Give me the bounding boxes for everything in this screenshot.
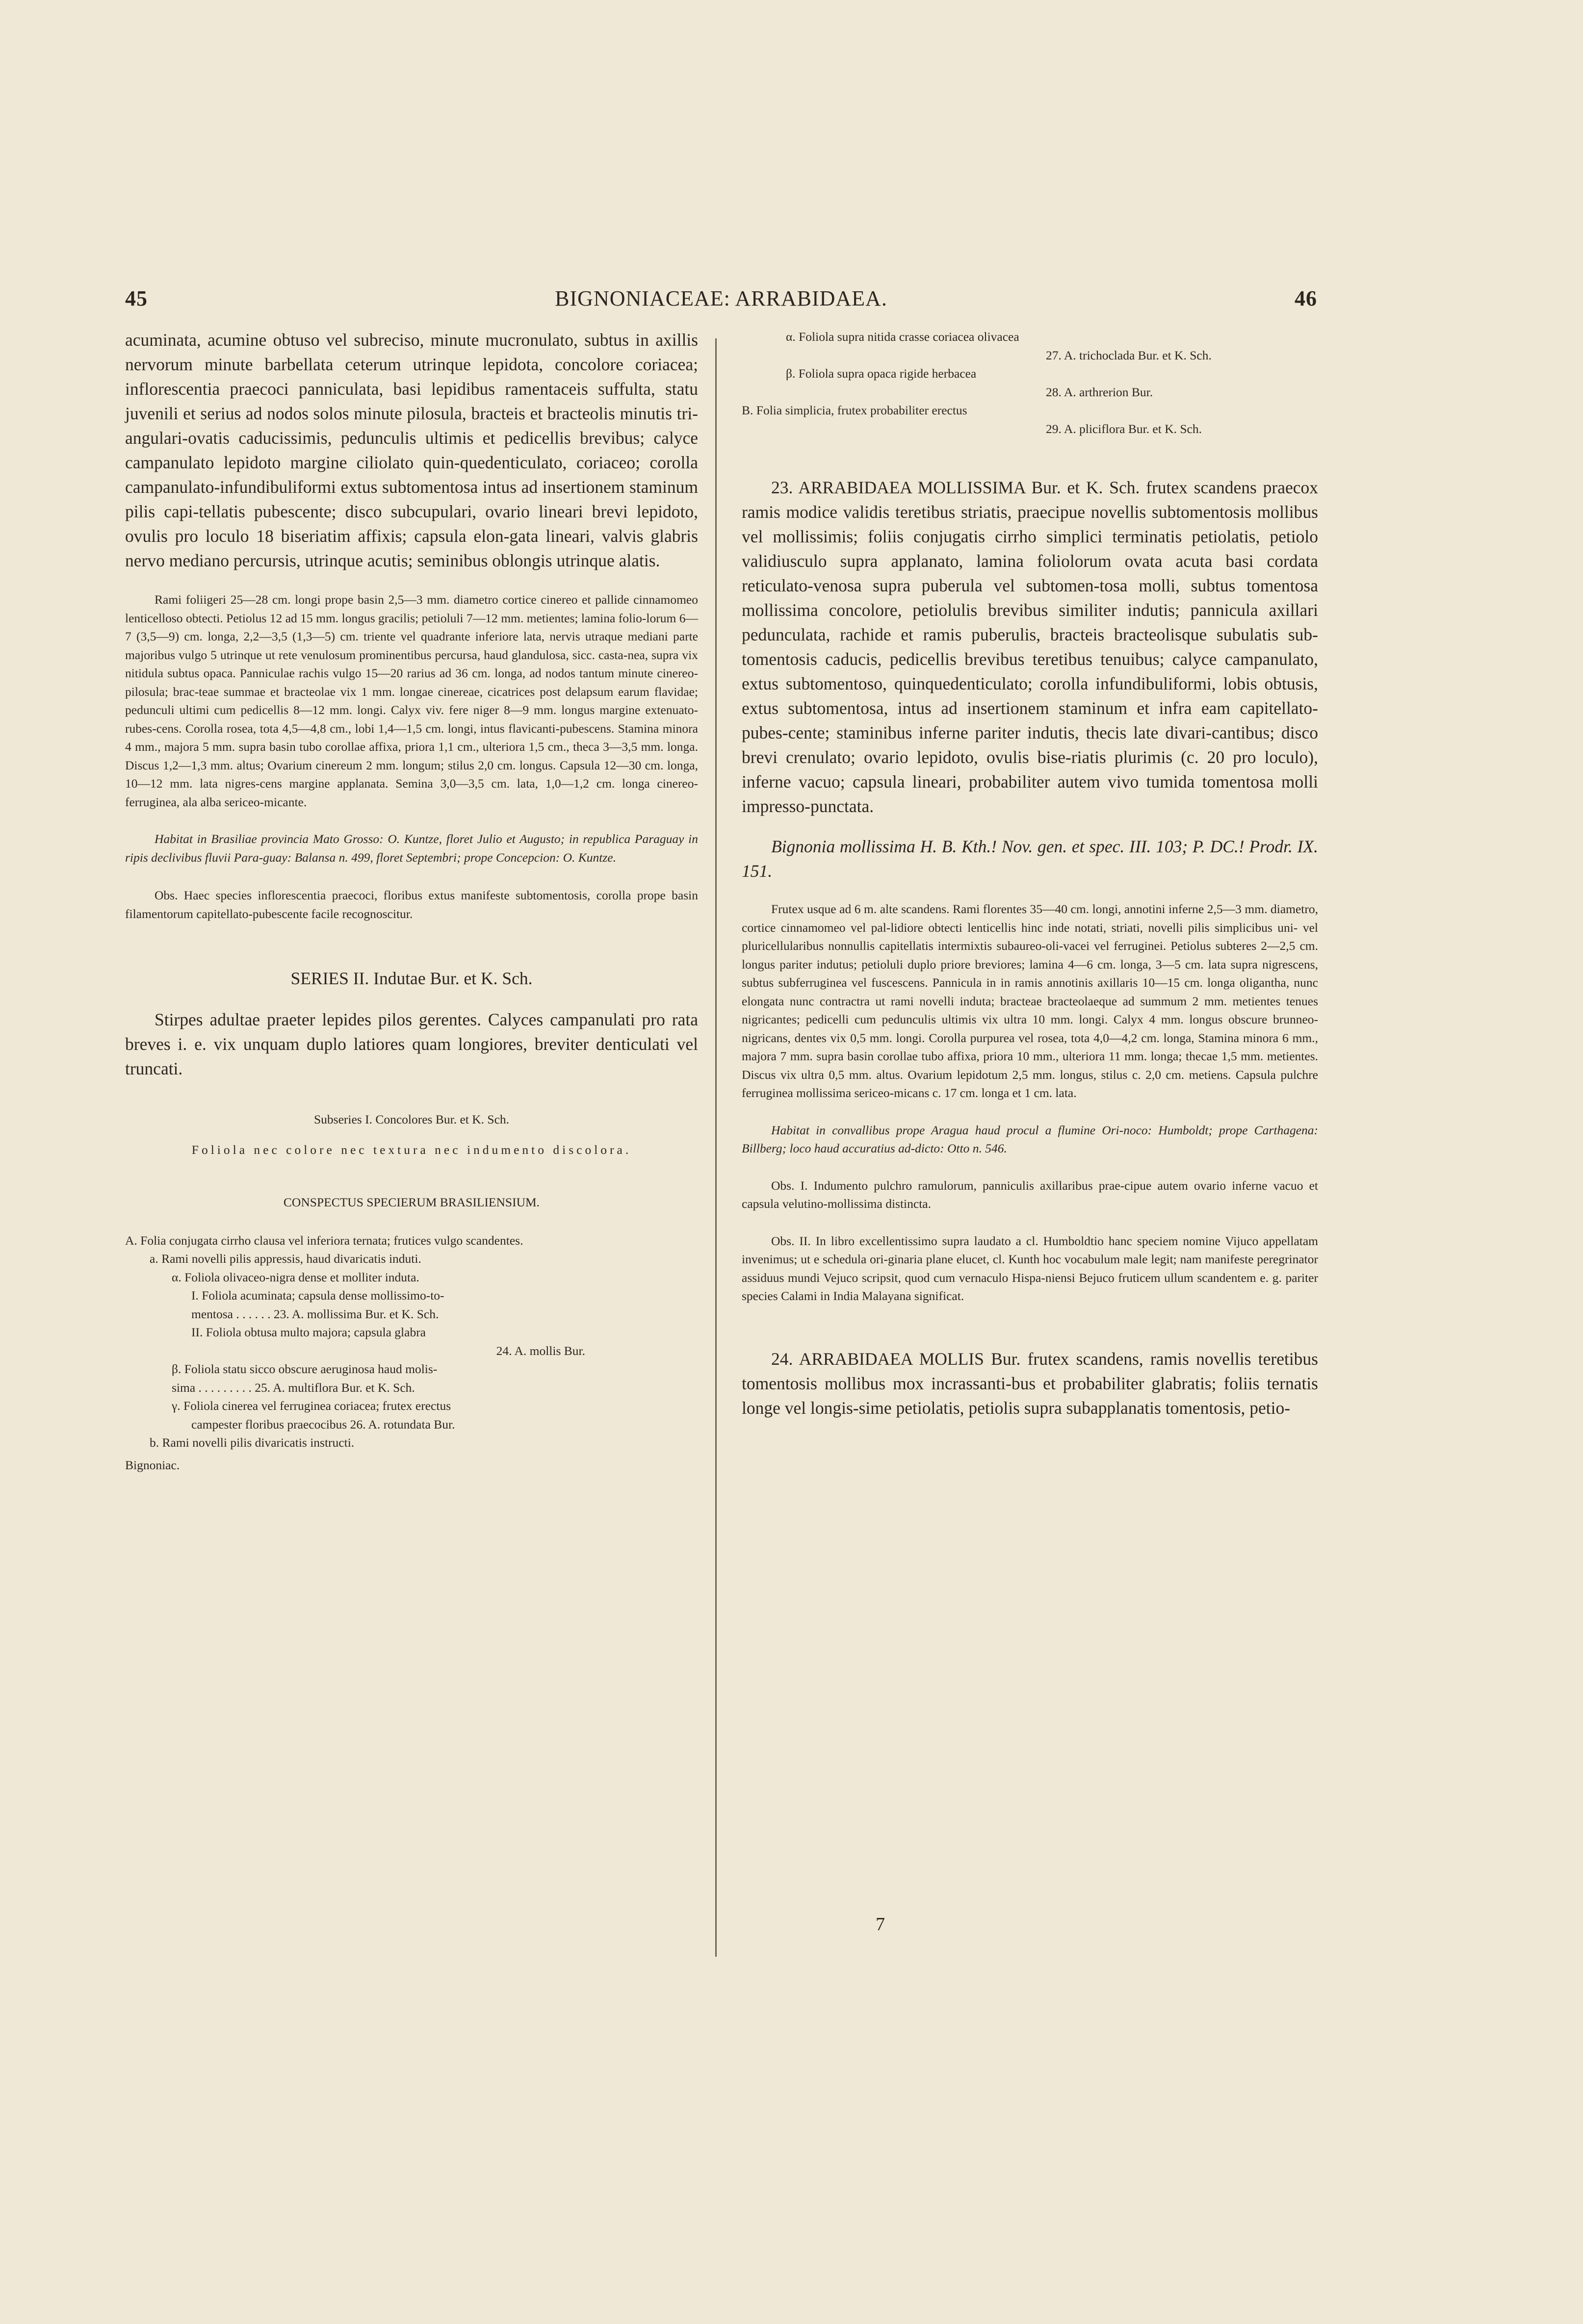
- page-header: [125, 286, 1317, 315]
- key-line: γ. Foliola cinerea vel ferruginea coriacea; frutex erectus: [172, 1399, 451, 1413]
- left-column: [125, 328, 698, 1474]
- column-divider: [715, 338, 717, 1957]
- synonymy-paragraph: Bignonia mollissima H. B. Kth.! Nov. gen. et spec. III. 103; P. DC.! Prodr. IX. 151.: [742, 837, 1318, 881]
- series-heading: SERIES II. Indutae Bur. et K. Sch.: [290, 969, 533, 988]
- observation-paragraph: Obs. Haec species inflorescentia praecoci, floribus extus manifeste subtomentosis, corolla prope basin filamentorum capitellato-pubescente facile recognoscitur.: [125, 888, 698, 921]
- species-24-description: 24. ARRABIDAEA MOLLIS Bur. frutex scandens, ramis novellis teretibus tomentosis mollibus mox incrassanti-bus et probabiliter glabratis; foliis ternatis longe vel longis-sime petiolatis, petiolis supra subapplanatis tomentosis, petio-: [742, 1349, 1318, 1418]
- species-key: [125, 1231, 698, 1475]
- species-23-obs-2: Obs. II. In libro excellentissimo supra laudato a cl. Humboldtio hanc speciem nomine Vijuco appellatam invenimus; ut e schedula ori-ginaria plane elucet, cl. Kunth hoc vocabulum male legit; nam manifeste peregrinator assiduus mundi Vejuco scripsit, quod cum vernaculo Hispa-niensi Bejuco fruticem ullum scandentem e. g. pariter species Calami in India Malayana significat.: [742, 1233, 1318, 1303]
- key-line: 28. A. arthrerion Bur.: [1046, 384, 1153, 399]
- key-line: campester floribus praecocibus 26. A. rotundata Bur.: [191, 1417, 455, 1431]
- key-line: sima . . . . . . . . . 25. A. multiflora Bur. et K. Sch.: [172, 1380, 415, 1395]
- key-line: 24. A. mollis Bur.: [496, 1343, 585, 1358]
- species-23-habitat: Habitat in convallibus prope Aragua haud procul a flumine Ori-noco: Humboldt; prope Carthagena: Billberg; loco haud accuratius ad-dicto: Otto n. 546.: [742, 1123, 1318, 1155]
- key-line: B. Folia simplicia, frutex probabiliter erectus: [742, 403, 967, 417]
- species-23-description: 23. ARRABIDAEA MOLLISSIMA Bur. et K. Sch. frutex scandens praecox ramis modice validis teretibus striatis, praecipue novellis subtomentosis mollibus vel mollissimis; foliis conjugatis cirrho simplici terminatis petiolatis, petiolo validiusculo supra applanato, lamina foliolorum ovata acuta basi cordata reticulato-venosa supra puberula vel subtomen-tosa molli, subtus tomentosa mollissima concolore, petiolulis brevibus similiter indutis; pannicula axillari pedunculata, rachide et ramis puberulis, bracteis bracteolisque subulatis sub-tomentosis caducis, pedicellis brevibus teretibus tenuibus; calyce campanulato, extus subtomentoso, quinquedenticulato; corolla infundibuliformi, lobis obtusis, extus subtomentosa, intus ad insertionem staminum et infra eam capitellato-pubes-cente; staminibus inferne pariter indutis, thecis late divari-cantibus; disco brevi crenulato; ovario lepidoto, ovulis bise-riatis plurimis (c. 20 pro loculo), inferne vacuo; capsula lineari, probabiliter autem vivo tumida tomentosa molli impresso-punctata.: [742, 478, 1318, 816]
- key-line: a. Rami novelli pilis appressis, haud divaricatis induti.: [150, 1251, 421, 1266]
- habitat-paragraph: Habitat in Brasiliae provincia Mato Grosso: O. Kuntze, floret Julio et Augusto; in republica Paraguay in ripis declivibus fluvii Para-guay: Balansa n. 499, floret Septembri; prope Concepcion: O. Kuntze.: [125, 832, 698, 865]
- key-line: b. Rami novelli pilis divaricatis instructi.: [150, 1435, 355, 1450]
- conspectus-heading: CONSPECTUS SPECIERUM BRASILIENSIUM.: [283, 1195, 540, 1209]
- species-23-obs-1: Obs. I. Indumento pulchro ramulorum, panniculis axillaribus prae-cipue autem ovario inferne vacuo et capsula velutino-mollissima distincta.: [742, 1178, 1318, 1211]
- subseries-description: Foliola nec colore nec textura nec indumento discolora.: [191, 1142, 632, 1157]
- right-column: [742, 328, 1318, 1420]
- signature-mark: Bignoniac.: [125, 1457, 180, 1472]
- key-line: I. Foliola acuminata; capsula dense mollissimo-to-: [191, 1288, 444, 1302]
- page-number-left: 45: [125, 286, 148, 310]
- species-key-continued: [742, 328, 1318, 438]
- subseries-heading: Subseries I. Concolores Bur. et K. Sch.: [313, 1112, 510, 1126]
- running-title: BIGNONIACEAE: ARRABIDAEA.: [555, 286, 887, 310]
- key-line: 29. A. pliciflora Bur. et K. Sch.: [1046, 421, 1202, 436]
- key-line: α. Foliola olivaceo-nigra dense et molliter induta.: [172, 1270, 419, 1284]
- key-line: α. Foliola supra nitida crasse coriacea olivacea: [786, 330, 1019, 344]
- key-line: β. Foliola supra opaca rigide herbacea: [786, 366, 977, 381]
- species-23-measurements: Frutex usque ad 6 m. alte scandens. Rami florentes 35—40 cm. longi, annotini inferne 2,5—3 mm. diametro, cortice cinnamomeo vel pal-lidiore obtecti lenticellis hinc inde notati, striati, novelli pilis simplicibus uni- vel pluricellularibus nonnullis capitellatis intermixtis subaureo-oli-vacei vel ferruginei. Petiolus subteres 2—2,5 cm. longus pariter indutus; petioluli duplo priore breviores; lamina 4—6 cm. longa, 3—5 cm. lata supra nigrescens, subtus subferruginea vel fuscescens. Pannicula in in ramis annotinis axillaris 10—15 cm. longa oligantha, nunc elongata nunc contractra ut rami novelli induta; bracteae bracteolaeque ad summum 2 mm. metientes tenues nigricantes; pedicelli cum pedunculis ultimis vix ultra 10 mm. longi. Calyx 4 mm. longus obscure brunneo-nigricans, dentes vix 0,5 mm. longi. Corolla purpurea vel rosea, tota 4,0—4,2 cm. longa, Stamina minora 6 mm., majora 7 mm. supra basin corollae tubo affixa, priora 10 mm., ulteriora 11 mm. longa; thecae 1,5 mm. metientes. Discus vix ultra 0,5 mm. altus. Ovarium lepidotum 2,5 mm. longus, stilus c. 2,0 cm. metiens. Capsula pulchre ferruginea mollissima sericeo-micans c. 17 cm. longa et 1 cm. lata.: [742, 902, 1318, 1100]
- key-line: II. Foliola obtusa multo majora; capsula glabra: [191, 1325, 426, 1339]
- page-number-right: 46: [1295, 286, 1317, 310]
- description-continued: acuminata, acumine obtuso vel subreciso, minute mucronulato, subtus in axillis nervorum minute barbellata ceterum utrinque lepidota, concolore coriacea; inflorescentia praecoci panniculata, basi lepidibus ramentaceis suffulta, statu juvenili et serius ad nodos solos minute pilosula, bracteis et bracteolis minutis tri-angulari-ovatis caducissimis, pedunculis ultimis et pedicellis brevibus; calyce campanulato lepidoto margine ciliolato quin-quedenticulato, coriaceo; corolla campanulato-infundibuliformi extus subtomentosa intus ad insertionem staminum pilis capi-tellatis pubescente; disco subcupulari, ovario lineari brevi lepidoto, ovulis pro loculo 18 biseriatim affixis; capsula elon-gata lineari, valvis glabris nervo mediano percursis, utrinque acutis; seminibus oblongis utrinque alatis.: [125, 330, 698, 570]
- key-line: β. Foliola statu sicco obscure aeruginosa haud molis-: [172, 1362, 438, 1376]
- key-line: 27. A. trichoclada Bur. et K. Sch.: [1046, 348, 1212, 362]
- measurements-paragraph: Rami foliigeri 25—28 cm. longi prope basin 2,5—3 mm. diametro cortice cinereo et pallide cinnamomeo lenticelloso obtecti. Petiolus 12 ad 15 mm. longus gracilis; petioluli 7—12 mm. metientes; lamina folio-lorum 6—7 (3,5—9) cm. longa, 2,2—3,5 (1,3—5) cm. triente vel quadrante inferiore lata, nervis utraque mediani parte majoribus vulgo 5 utrinque ut rete venulosum prominentibus percursa, haud glandulosa, sicc. casta-nea, supra vix nitidula subtus opaca. Panniculae rachis vulgo 15—20 rarius ad 36 cm. longa, ad nodos tantum minute cinereo-pilosula; brac-teae summae et bracteolae vix 1 mm. longae cinereae, cicatrices post delapsum earum flavidae; pedunculi ultimi cum pedicellis 8—12 mm. longi. Calyx viv. fere niger 8—9 mm. longus margine extenuato-rubes-cens. Corolla rosea, tota 4,5—4,8 cm., lobi 1,4—1,5 cm. longi, intus flavicanti-pubescens. Stamina minora 4 mm., majora 5 mm. supra basin tubo corollae affixa, priora 1,1 cm., ulteriora 1,5 cm., theca 3—3,5 mm. longa. Discus 1,2—1,3 mm. altus; Ovarium cinereum 2 mm. longum; stilus 2,0 cm. longus. Capsula 12—30 cm. longa, 10—12 mm. lata nigres-cens margine applanata. Semina 3,0—3,5 cm. lata, 1,0—1,2 cm. longa cinereo-ferruginea, ala alba sericeo-micante.: [125, 592, 698, 809]
- series-description: Stirpes adultae praeter lepides pilos gerentes. Calyces campanulati pro rata breves i. e. vix unquam duplo latiores quam longiores, breviter denticulati vel truncati.: [125, 1010, 698, 1078]
- key-line: mentosa . . . . . . 23. A. mollissima Bur. et K. Sch.: [191, 1306, 439, 1321]
- sheet-signature: 7: [876, 1914, 885, 1935]
- key-line: A. Folia conjugata cirrho clausa vel inferiora ternata; frutices vulgo scandentes.: [125, 1233, 523, 1248]
